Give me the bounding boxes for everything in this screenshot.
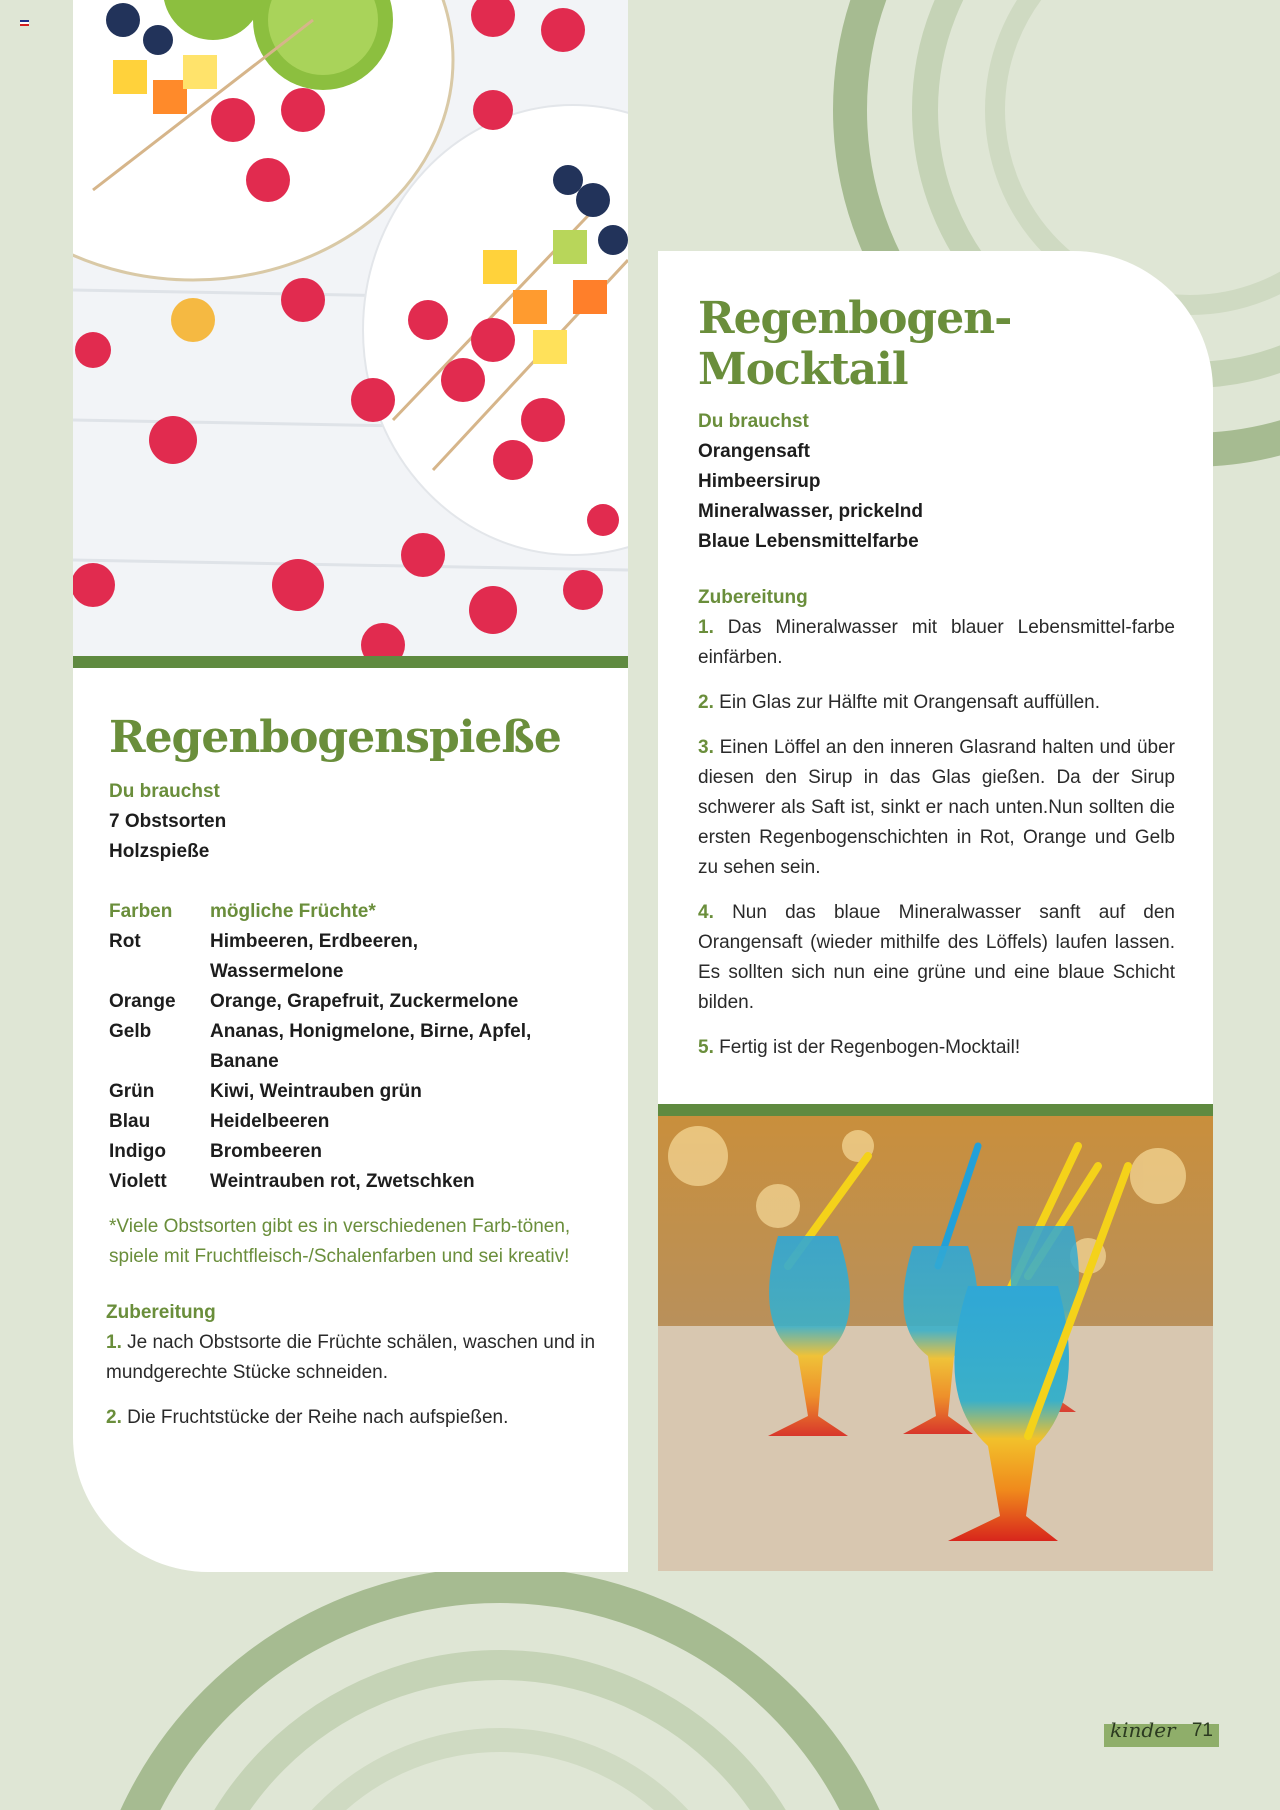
table-row: [109, 1137, 550, 1167]
step: [106, 1328, 599, 1388]
step: [698, 898, 1175, 1018]
step: [106, 1403, 599, 1433]
steps-heading: Zubereitung: [698, 587, 808, 608]
recipe-title-mocktail: Regenbogen-Mocktail: [698, 293, 1012, 395]
step-text: Ein Glas zur Hälfte mit Orangensaft auffüllen.: [719, 692, 1101, 713]
table-row: [109, 927, 550, 987]
table-header-row: [109, 897, 550, 927]
color-cell: Rot: [109, 931, 141, 952]
needs-heading: Du brauchst: [109, 781, 220, 802]
step: [698, 613, 1175, 673]
ingredient: Orangensaft: [698, 441, 810, 462]
table-row: [109, 1107, 550, 1137]
fruit-cell: Himbeeren, Erdbeeren, Wassermelone: [210, 931, 419, 982]
ingredient: Holzspieße: [109, 841, 210, 862]
step-text: Je nach Obstsorte die Früchte schälen, waschen und in mundgerechte Stücke schneiden.: [106, 1332, 596, 1383]
needs-heading: Du brauchst: [698, 411, 809, 432]
color-cell: Blau: [109, 1111, 151, 1132]
step-text: Das Mineralwasser mit blauer Lebensmittel-farbe einfärben.: [698, 617, 1175, 668]
mocktail-photo: [658, 1116, 1213, 1571]
step-text: Nun das blaue Mineralwasser sanft auf den Orangensaft (wieder mithilfe des Löffels) laufen lassen. Es sollten sich nun eine grüne und eine blaue Schicht bilden.: [698, 902, 1176, 1013]
fruit-cell: Orange, Grapefruit, Zuckermelone: [210, 991, 519, 1012]
fruit-cell: Kiwi, Weintrauben grün: [210, 1081, 422, 1102]
step-text: Die Fruchtstücke der Reihe nach aufspießen.: [127, 1407, 509, 1428]
step-number: 3.: [698, 737, 714, 758]
color-cell: Grün: [109, 1081, 155, 1102]
color-cell: Violett: [109, 1171, 167, 1192]
step-text: Fertig ist der Regenbogen-Mocktail!: [719, 1037, 1021, 1058]
fruit-skewers-photo: [73, 0, 628, 656]
steps-heading: Zubereitung: [106, 1302, 216, 1323]
table-row: [109, 987, 550, 1017]
table-row: [109, 1017, 550, 1077]
table-row: [109, 1077, 550, 1107]
step-number: 5.: [698, 1037, 714, 1058]
recipe-card-mocktail: [658, 251, 1213, 1104]
color-cell: Gelb: [109, 1021, 152, 1042]
ingredient: Blaue Lebensmittelfarbe: [698, 531, 919, 552]
page-footer: [1104, 1718, 1219, 1747]
header-colors: Farben: [109, 901, 173, 922]
step: [698, 733, 1175, 883]
ingredient: Mineralwasser, prickelnd: [698, 501, 923, 522]
header-fruits: mögliche Früchte*: [210, 901, 376, 922]
brand-logo: kinder: [1110, 1718, 1176, 1742]
step-text: Einen Löffel an den inneren Glasrand halten und über diesen den Sirup in das Glas gießen. Da der Sirup schwerer als Saft ist, sinkt er nach unten.Nun sollten die ersten Regenbogenschichten in Rot, Orange und Gelb zu sehen sein.: [698, 737, 1175, 878]
step: [698, 1033, 1175, 1063]
ingredient: Himbeersirup: [698, 471, 821, 492]
fruit-cell: Weintrauben rot, Zwetschken: [210, 1171, 475, 1192]
green-divider-right: [658, 1104, 1213, 1116]
page-number: 71: [1191, 1720, 1213, 1741]
flag-icon: [20, 20, 29, 26]
recipe-title-skewers: Regenbogenspieße: [109, 712, 561, 763]
ingredient: 7 Obstsorten: [109, 811, 227, 832]
step-number: 1.: [698, 617, 714, 638]
fruit-cell: Brombeeren: [210, 1141, 322, 1162]
recipe-card-skewers: [73, 668, 628, 1572]
table-row: [109, 1167, 550, 1197]
step-number: 2.: [698, 692, 714, 713]
step: [698, 688, 1175, 718]
step-number: 2.: [106, 1407, 122, 1428]
fruit-note: *Viele Obstsorten gibt es in verschiedenen Farb-tönen, spiele mit Fruchtfleisch-/Schalenfarben und sei kreativ!: [109, 1216, 571, 1267]
fruit-cell: Ananas, Honigmelone, Birne, Apfel, Banane: [210, 1021, 532, 1072]
fruit-color-table: [109, 897, 550, 1197]
step-number: 4.: [698, 902, 714, 923]
color-cell: Indigo: [109, 1141, 166, 1162]
step-number: 1.: [106, 1332, 122, 1353]
color-cell: Orange: [109, 991, 176, 1012]
fruit-cell: Heidelbeeren: [210, 1111, 330, 1132]
green-divider-left: [73, 656, 628, 668]
